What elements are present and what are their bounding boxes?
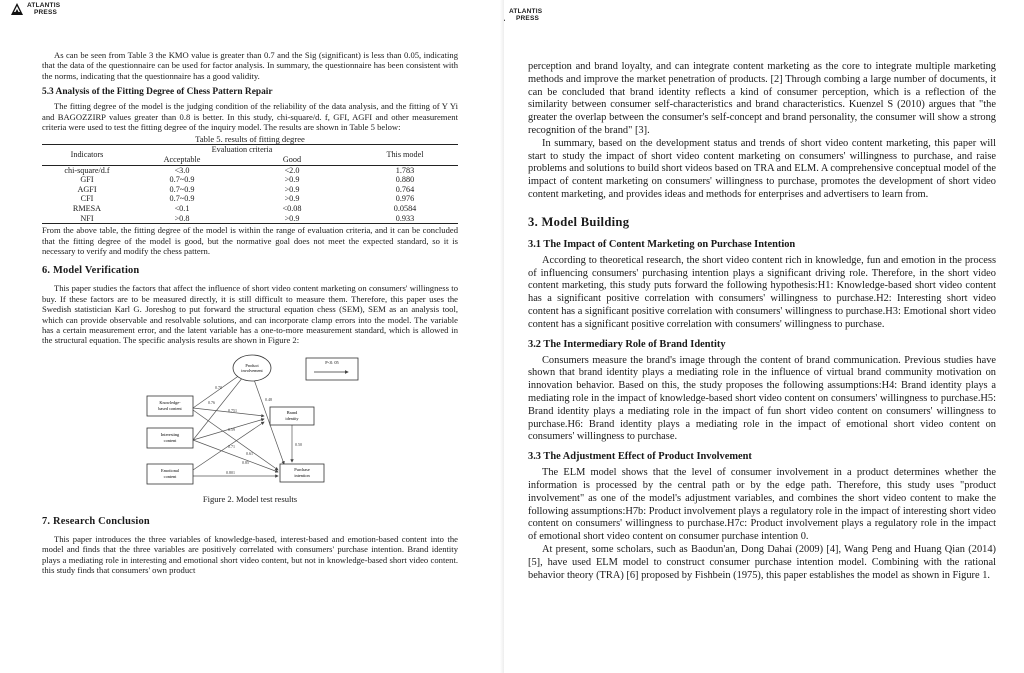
label-emotional: Emotional	[161, 467, 179, 473]
header-evaluation-criteria: Evaluation criteria	[211, 145, 273, 155]
label-interesting: Interesting	[160, 431, 180, 437]
label-purchase: Purchase	[294, 466, 310, 472]
logo-line2: PRESS	[34, 9, 58, 16]
legend-label: P<0. 05	[325, 359, 339, 365]
paragraph-present: At present, some scholars, such as Baodun'an, Dong Dahai (2009) [4], Wang Peng and Huang Qian (2014) [5], have used ELM model to construct consumer purchase intention model. Combining with the rational behavior theory (TRA) [6] proposed by Fishbein (1975), this paper establishes the model as shown in Figure 1.	[528, 543, 996, 581]
coef-2: 0.76	[208, 399, 215, 405]
paragraph-top: perception and brand loyalty, and can integrate content marketing as the core to integrate multiple marketing methods and improve the market penetration of products. [2] Through combing a large number of documents, it can be concluded that brand identity reflects a kind of consumer perception, which is a reflection of the similarity between consumer self-characteristics and brand characteristics. Kuenzel S (2010) argues that "the greater the overlap between the consumer's self-concept and brand personality, the consumer will show a strong recognition of the brand" [3].	[528, 61, 996, 136]
label-content-2: content	[163, 473, 177, 479]
coef-1: 0.70	[215, 384, 222, 390]
table-cell-model: 0.880	[395, 175, 415, 185]
header-acceptable: Acceptable	[163, 155, 201, 165]
atlantis-press-logo	[10, 2, 60, 16]
table-cell-acc: <0.1	[174, 204, 190, 213]
header-indicators: Indicators	[70, 150, 104, 160]
table-cell-good: <0.08	[282, 204, 302, 213]
section-heading-3-2: 3.2 The Intermediary Role of Brand Identity	[528, 338, 726, 350]
label-brand: Brand	[286, 409, 298, 415]
table-cell-ind: RMESA	[72, 204, 102, 213]
label-product: Product	[245, 362, 259, 368]
label-knowledge: Knowledge-	[159, 399, 181, 405]
coef-4: 0.59	[228, 426, 235, 432]
table-cell-acc: >0.8	[174, 213, 190, 223]
table-row	[42, 194, 458, 204]
table-cell-ind: CFI	[80, 194, 94, 204]
table-row	[42, 204, 458, 214]
table-cell-model: 0.976	[395, 194, 415, 204]
paragraph-conclusion: This paper introduces the three variables of knowledge-based, interest-based and emotion-based content into the model and finds that the three variables are positively correlated with consumers' purchase intention. Brand identity plays a mediating role in interesting and emotional short video content, but not in knowledge-based short video content. this study finds that consumers' own product	[42, 533, 458, 576]
table-cell-good: >0.9	[284, 175, 300, 185]
table-cell-model: 1.783	[395, 165, 415, 175]
header-this-model: This model	[386, 150, 424, 160]
table-cell-model: 0.0584	[393, 204, 417, 213]
table-cell-good: >0.9	[284, 184, 300, 194]
label-identity: identity	[285, 415, 299, 421]
label-based-content: based content	[158, 405, 182, 411]
table-row	[42, 214, 458, 224]
paragraph-kmo: As can be seen from Table 3 the KMO value is greater than 0.7 and the Sig (significant) is less than 0.05, indicating that the data of the questionnaire can be used for factor analysis. In summary, the questionnaire has been consistent with the norms, indicating that the questionnaire has a good validity.	[42, 50, 458, 81]
logo-line1: ATLANTIS	[509, 8, 543, 15]
section-heading-5-3: 5.3 Analysis of the Fitting Degree of Chess Pattern Repair	[42, 87, 273, 98]
logo-line2: PRESS	[516, 15, 540, 22]
right-page	[504, 0, 1024, 673]
fitting-table	[42, 144, 458, 224]
left-page	[0, 0, 504, 673]
atlantis-logo-icon	[504, 8, 506, 22]
coef-7: 0.85	[242, 459, 249, 465]
coef-10: 0.50	[295, 441, 302, 447]
figure-2-diagram	[42, 352, 458, 492]
coef-5: 0.71	[228, 443, 235, 449]
table-row	[42, 165, 458, 175]
figure-2-caption: Figure 2. Model test results	[202, 493, 298, 504]
paragraph-3-1: According to theoretical research, the short video content rich in knowledge, fun and emotion in the process of influencing consumers' purchasing intention plays a significant driving role. Therefore, in the short video content marketing, this study puts forward the following hypothesis:H1: Knowledge-based short video content has a significant positive correlation with consumers' willingness to purchase.H2: Interesting short video content has a significant positive correlation with consumers' willingness to purchase.H3: Emotional short video content has a significant positive correlation with consumers' willingness to purchase.	[528, 254, 996, 330]
right-column	[528, 61, 996, 582]
table-row	[42, 185, 458, 195]
table-row	[42, 175, 458, 185]
paragraph-3-3: The ELM model shows that the level of consumer involvement in a product determines whether the information is processed by the central path or by the edge path. Therefore, this study uses "product involvement" as one of the model's adjustment variables, and combines the short video content to make the following assumptions:H7b: Product involvement plays a regulatory role in the impact of interesting short video content on consumers' willingness to purchase.H7c: Product involvement plays a regulatory role in the impact of emotional short video content on consumer purchase intention 0.	[528, 467, 996, 543]
section-heading-7: 7. Research Conclusion	[42, 515, 150, 527]
label-content-1: content	[163, 437, 177, 443]
paragraph-table-after: From the above table, the fitting degree of the model is within the range of evaluation criteria, and it can be concluded that the fitting degree of the model is good, but the normative goal does not meet the expected standard, so it is necessary to verify and modify the chess pattern.	[42, 225, 458, 256]
table-cell-ind: chi-square/d.f	[64, 165, 110, 175]
table-cell-good: <2.0	[284, 165, 300, 175]
table-5	[42, 134, 458, 224]
atlantis-logo-icon	[10, 2, 24, 16]
paragraph-summary: In summary, based on the development status and trends of short video content marketing, this paper will start to study the impact of short video content marketing on consumers' willingness to purchase, and raise problems and solutions to build short videos based on TRA and ELM. A comprehensive conceptual model of the impact of content marketing on consumers' willingness to purchase, promotes the development of short video content marketing, and provides ideas and methods for enterprises and advertisers to learn from.	[528, 137, 996, 200]
atlantis-press-logo-right	[504, 8, 542, 22]
table-cell-acc: <3.0	[174, 165, 190, 175]
section-heading-3: 3. Model Building	[528, 214, 630, 229]
table-caption: Table 5. results of fitting degree	[195, 134, 305, 145]
section-heading-3-1: 3.1 The Impact of Content Marketing on Purchase Intention	[528, 238, 796, 250]
paragraph-model-verification: This paper studies the factors that affect the influence of short video content marketing on consumers' willingness to buy. If these factors are to be measured directly, it is still difficult to measure them. Therefore, this paper uses the Swedish statistician Karl G. Joreshog to put forward the structural equation chess (SEM), SEM as an analysis tool, which can provide observable and resolvable solutions, and can incorporate clamp errors into the model. The variable has a certain measurement error, and the latent variable has a one-to-more measurement standard, which is allowed in the structural equation. The specific analysis results are shown in Figure 2:	[42, 283, 458, 346]
table-cell-model: 0.933	[395, 213, 415, 223]
logo-line1: ATLANTIS	[27, 2, 61, 9]
coef-9: 0.801	[226, 469, 235, 475]
table-cell-acc: 0.7~0.9	[169, 184, 195, 194]
paragraph-3-2: Consumers measure the brand's image through the content of brand communication. Previous studies have shown that brand identity plays a mediating role in the influence of virtual brand community motivation on innovation behavior. Based on this, the study proposes the following assumptions:H4: Brand identity plays a mediating role in the impact of knowledge-based short video content on consumers' willingness to purchase.H5: Brand identity plays a mediating role in the impact of fun short video content on consumers' willingness to purchase.H6: Brand identity plays a mediating role in the impact of emotional short video content on consumers' willingness to purchase.	[528, 354, 996, 443]
logo-text	[27, 2, 60, 16]
table-cell-ind: NFI	[80, 213, 94, 223]
section-heading-3-3: 3.3 The Adjustment Effect of Product Involvement	[528, 451, 752, 463]
logo-text	[509, 8, 542, 22]
table-cell-ind: AGFI	[77, 184, 97, 194]
label-involvement: involvement	[241, 367, 263, 373]
label-intention: intention	[294, 472, 310, 478]
header-good: Good	[282, 155, 302, 165]
coef-8: 0.48	[265, 396, 272, 402]
left-column	[42, 50, 458, 575]
table-body	[42, 165, 458, 224]
coef-3: 0.751	[228, 407, 237, 413]
table-cell-model: 0.764	[395, 184, 415, 194]
table-cell-acc: 0.7~0.9	[169, 194, 195, 204]
paragraph-fitting: The fitting degree of the model is the judging condition of the reliability of the data analysis, and the fitting of Y Yi and BAGOZZIRP values greater than 0.8 is better. In this study, chi-square/d. f, GFI, AGFI and other measurement criteria were used to test the fitting degree of the inquiry model. The results are shown in Table 5 below:	[42, 101, 458, 133]
table-cell-good: >0.9	[284, 194, 300, 204]
table-cell-good: >0.9	[284, 213, 300, 223]
section-heading-6: 6. Model Verification	[42, 265, 140, 277]
coef-6: 0.61	[246, 450, 253, 456]
table-cell-ind: GFI	[80, 175, 94, 185]
table-cell-acc: 0.7~0.9	[169, 175, 195, 185]
